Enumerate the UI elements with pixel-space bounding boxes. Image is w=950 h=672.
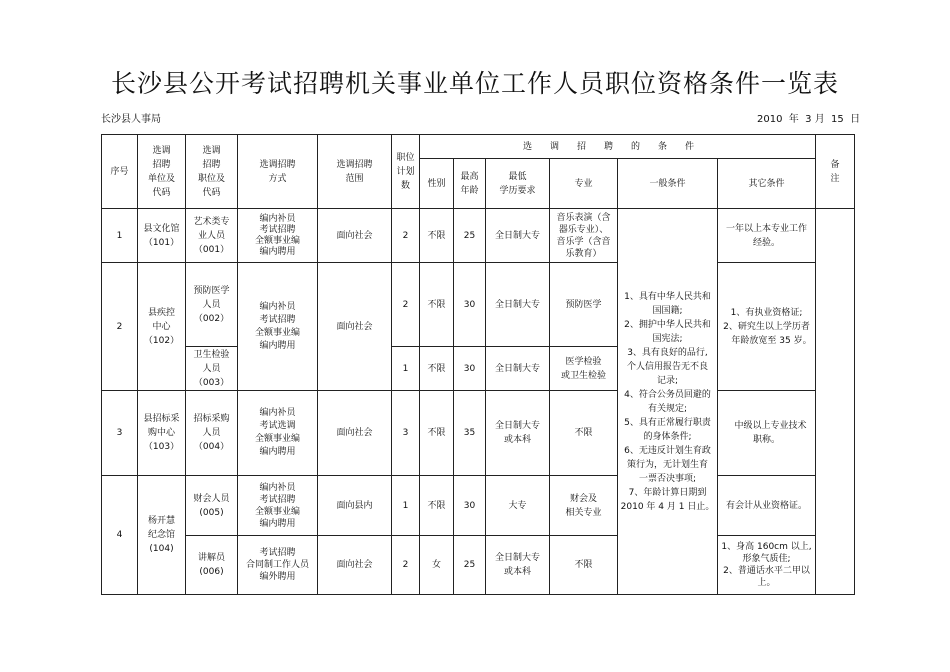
plan-cell: 1: [392, 476, 420, 536]
header-age: [454, 159, 486, 209]
other-line: 2、研究生以上学历者: [723, 321, 810, 332]
scope-cell: 面向社会: [318, 391, 392, 476]
method-line: 考试招聘: [259, 494, 296, 505]
unit-cell: [138, 209, 186, 263]
method-line: 考试选调: [259, 421, 296, 431]
unit-line: 中心: [152, 321, 171, 332]
unit-line: (104): [149, 544, 174, 554]
method-line: 编内补员: [259, 301, 296, 312]
major-line: 预防医学: [565, 299, 602, 310]
general-line: 国宪法;: [652, 333, 683, 344]
age-cell: 30: [454, 263, 486, 347]
method-cell: [238, 536, 318, 595]
age-cell: 30: [454, 347, 486, 391]
other-line: 职称。: [753, 435, 781, 445]
method-line: 考试招聘: [259, 224, 296, 235]
header-plan: [392, 135, 420, 209]
post-line: 预防医学: [193, 285, 230, 296]
other-line: 一年以上本专业工作: [726, 223, 808, 234]
header-major: 专业: [550, 159, 618, 209]
post-cell: [186, 391, 238, 476]
unit-line: 县招标采: [143, 414, 180, 424]
post-line: 卫生检验: [193, 349, 230, 360]
age-cell: 35: [454, 391, 486, 476]
method-cell: [238, 476, 318, 536]
general-line: 7、年龄计算日期到: [628, 487, 707, 498]
major-line: 财会及: [569, 493, 597, 504]
general-line: 国国籍;: [652, 305, 683, 316]
post-line: 人员: [202, 428, 221, 438]
header-gender: 性别: [420, 159, 454, 209]
header-unit-line: 代码: [152, 187, 171, 198]
other-line: 2、普通话水平二甲以: [723, 566, 810, 576]
unit-cell: [138, 476, 186, 595]
major-cell: [550, 476, 618, 536]
other-cell: [718, 536, 816, 595]
header-plan-line: 计划: [396, 166, 415, 177]
method-line: 合同制工作人员: [245, 560, 309, 570]
edu-cell: [486, 476, 550, 536]
table-row: [102, 263, 855, 347]
method-line: 编内聘用: [259, 246, 296, 257]
scope-cell: 面向县内: [318, 476, 392, 536]
header-scope-line: 范围: [345, 173, 364, 184]
plan-cell: 3: [392, 391, 420, 476]
other-line: 形象气质佳;: [742, 554, 791, 564]
post-line: 业人员: [197, 230, 225, 241]
method-line: 全额事业编: [254, 506, 300, 517]
header-method-line: 方式: [268, 173, 287, 184]
method-cell: [238, 209, 318, 263]
method-line: 全额事业编: [254, 235, 300, 246]
plan-cell: 1: [392, 347, 420, 391]
header-age-line: 最高: [460, 171, 479, 182]
edu-line: 全日制大专: [494, 421, 540, 431]
remark-cell: [816, 209, 855, 595]
header-edu-line: 最低: [508, 171, 527, 182]
method-line: 全额事业编: [254, 327, 300, 338]
gender-cell: 不限: [420, 391, 454, 476]
post-line: 招标采购: [193, 414, 230, 424]
header-method: [238, 135, 318, 209]
post-line: 人员: [202, 363, 221, 374]
header-row-top: [102, 135, 855, 159]
other-cell: [718, 391, 816, 476]
post-line: 艺术类专: [193, 216, 230, 227]
unit-line: 杨开慧: [147, 516, 175, 526]
table-row: [102, 391, 855, 476]
general-conditions-cell: [618, 209, 718, 595]
edu-line: 全日制大专: [494, 299, 540, 310]
major-line: 乐教育）: [565, 248, 602, 259]
major-line: 医学检验: [565, 356, 602, 367]
unit-line: （101）: [143, 237, 180, 248]
post-line: （002）: [193, 313, 230, 324]
unit-line: 县疾控: [147, 307, 175, 318]
header-unit: [138, 135, 186, 209]
gender-cell: 不限: [420, 209, 454, 263]
other-line: 中级以上专业技术: [734, 421, 807, 431]
header-remark-line: 备: [830, 159, 840, 170]
header-general: 一般条件: [618, 159, 718, 209]
major-line: 音乐学（含音: [556, 236, 611, 247]
major-cell: [550, 209, 618, 263]
table-row: [102, 476, 855, 536]
method-line: 全额事业编: [254, 434, 300, 444]
header-plan-line: 数: [400, 180, 410, 191]
unit-cell: [138, 263, 186, 391]
major-line: 器乐专业）、: [558, 224, 609, 235]
plan-cell: 2: [392, 536, 420, 595]
post-line: （001）: [193, 244, 230, 255]
unit-line: （102）: [143, 335, 180, 346]
post-line: （004）: [193, 442, 230, 452]
other-line: 1、身高 160cm 以上,: [721, 542, 812, 552]
post-cell: [186, 476, 238, 536]
other-cell: [718, 476, 816, 536]
general-line: 6、无违反计划生育政: [624, 445, 711, 456]
issuer: 长沙县人事局: [101, 114, 161, 125]
header-edu-line: 学历要求: [499, 185, 536, 196]
issue-date: 2010 年 3 月 15 日: [757, 114, 861, 125]
post-cell: [186, 347, 238, 391]
general-line: 策行为，无计划生育: [626, 459, 708, 470]
method-line: 编内补员: [259, 408, 296, 418]
header-post-line: 职位及: [197, 173, 225, 184]
header-seq: 序号: [102, 135, 138, 209]
general-line: 的身体条件;: [643, 431, 692, 442]
header-other: 其它条件: [718, 159, 816, 209]
post-cell: [186, 263, 238, 347]
edu-line: 或本科: [503, 567, 531, 577]
header-method-line: 选调招聘: [259, 159, 296, 170]
positions-table: [101, 134, 855, 595]
edu-line: 或本科: [503, 435, 531, 445]
major-cell: [550, 536, 618, 595]
unit-line: 购中心: [147, 428, 175, 438]
gender-cell: 不限: [420, 476, 454, 536]
header-post-line: 选调: [202, 145, 221, 156]
scope-cell: 面向社会: [318, 263, 392, 391]
edu-line: 全日制大专: [494, 553, 540, 563]
general-line: 个人信用报告无不良: [626, 361, 708, 372]
header-conditions: 选调招聘的条件: [420, 135, 816, 159]
post-line: 讲解员: [197, 553, 225, 563]
header-post-line: 代码: [202, 187, 221, 198]
major-line: 或卫生检验: [560, 370, 606, 381]
major-cell: [550, 347, 618, 391]
general-line: 记录;: [656, 375, 679, 386]
age-cell: 30: [454, 476, 486, 536]
edu-cell: [486, 536, 550, 595]
general-line: 一票否决事项;: [638, 473, 697, 484]
method-line: 编内聘用: [259, 518, 296, 529]
header-unit-line: 选调: [152, 145, 171, 156]
unit-line: （103）: [143, 442, 180, 452]
post-line: （003）: [193, 377, 230, 388]
header-unit-line: 单位及: [147, 173, 175, 184]
header-remark: [816, 135, 855, 209]
post-line: 人员: [202, 299, 221, 310]
method-line: 编外聘用: [259, 572, 296, 582]
post-cell: [186, 209, 238, 263]
other-line: 经验。: [753, 237, 781, 248]
edu-line: 全日制大专: [494, 363, 540, 374]
other-line: 上。: [757, 578, 776, 588]
general-line: 有关规定;: [647, 403, 688, 414]
method-cell: [238, 391, 318, 476]
major-cell: [550, 263, 618, 347]
header-edu: [486, 159, 550, 209]
header-age-line: 年龄: [460, 185, 479, 196]
age-cell: 25: [454, 536, 486, 595]
header-scope-line: 选调招聘: [336, 159, 373, 170]
method-line: 编内聘用: [259, 447, 296, 457]
seq-cell: 3: [102, 391, 138, 476]
post-cell: [186, 536, 238, 595]
other-cell: [718, 209, 816, 263]
post-line: 财会人员: [193, 493, 230, 504]
edu-cell: [486, 391, 550, 476]
other-line: 年龄放宽至 35 岁。: [731, 335, 812, 346]
header-plan-line: 职位: [396, 152, 415, 163]
method-line: 考试招聘: [259, 548, 296, 558]
method-line: 编内补员: [259, 482, 296, 493]
unit-line: 纪念馆: [147, 530, 175, 540]
major-line: 相关专业: [565, 507, 602, 518]
scope-cell: 面向社会: [318, 536, 392, 595]
table-row: [102, 209, 855, 263]
edu-line: 大专: [508, 500, 527, 511]
general-line: 2、拥护中华人民共和: [624, 319, 711, 330]
general-line: 1、具有中华人民共和: [624, 291, 711, 302]
general-line: 2010 年 4 月 1 日止。: [620, 501, 715, 512]
other-line: 1、有执业资格证;: [730, 307, 803, 318]
seq-cell: 2: [102, 263, 138, 391]
unit-cell: [138, 391, 186, 476]
plan-cell: 2: [392, 263, 420, 347]
major-line: 不限: [574, 428, 593, 438]
post-line: (005): [199, 507, 224, 518]
header-unit-line: 招聘: [152, 159, 171, 170]
header-post-line: 招聘: [202, 159, 221, 170]
method-line: 编内补员: [259, 213, 296, 224]
other-line: 有会计从业资格证。: [726, 500, 808, 511]
edu-cell: [486, 263, 550, 347]
scope-cell: 面向社会: [318, 209, 392, 263]
header-scope: [318, 135, 392, 209]
plan-cell: 2: [392, 209, 420, 263]
header-post: [186, 135, 238, 209]
unit-line: 县文化馆: [143, 223, 180, 234]
method-line: 编内聘用: [259, 340, 296, 351]
header-remark-line: 注: [830, 173, 840, 184]
edu-cell: [486, 347, 550, 391]
general-line: 4、符合公务员回避的: [624, 389, 711, 400]
gender-cell: 不限: [420, 347, 454, 391]
major-cell: [550, 391, 618, 476]
table-row: [102, 536, 855, 595]
age-cell: 25: [454, 209, 486, 263]
major-line: 不限: [574, 560, 593, 570]
method-line: 考试招聘: [259, 314, 296, 325]
gender-cell: 女: [420, 536, 454, 595]
general-line: 3、具有良好的品行,: [627, 347, 708, 358]
edu-line: 全日制大专: [494, 230, 540, 241]
seq-cell: 4: [102, 476, 138, 595]
general-line: 5、具有正常履行职责: [624, 417, 711, 428]
major-line: 音乐表演（含: [556, 212, 611, 223]
other-cell: [718, 263, 816, 391]
post-line: (006): [199, 567, 224, 577]
method-cell: [238, 263, 318, 391]
gender-cell: 不限: [420, 263, 454, 347]
edu-cell: [486, 209, 550, 263]
seq-cell: 1: [102, 209, 138, 263]
page-title: 长沙县公开考试招聘机关事业单位工作人员职位资格条件一览表: [110, 69, 839, 98]
